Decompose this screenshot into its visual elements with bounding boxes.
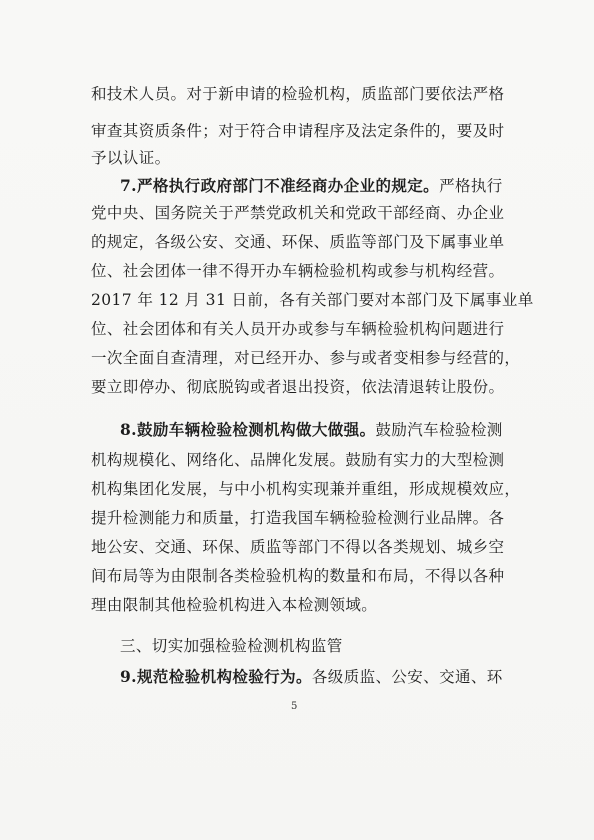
body-line [91, 450, 504, 470]
line-text: 位、社会团体一律不得开办车辆检验机构或参与机构经营。 [91, 262, 505, 280]
body-line [91, 537, 504, 557]
line-text: 地公安、交通、环保、质监等部门不得以各类规划、城乡空 [91, 538, 505, 556]
section-8-first-line [120, 420, 503, 440]
line-text: 提升检测能力和质量，打造我国车辆检验检测行业品牌。各 [91, 509, 505, 527]
line-text: 的规定，各级公安、交通、环保、质监等部门及下属事业单 [91, 233, 505, 251]
body-line [91, 121, 504, 141]
body-line [91, 148, 171, 168]
section-7-first-line [120, 176, 503, 196]
line-text: 理由限制其他检验机构进入本检测领域。 [91, 596, 378, 614]
line-text: 间布局等为由限制各类检验机构的数量和布局，不得以各种 [91, 567, 505, 585]
body-line [91, 261, 504, 281]
body-line [91, 319, 504, 339]
page-number: 5 [291, 701, 298, 712]
body-line [91, 290, 534, 310]
line-text: 机构规模化、网络化、品牌化发展。鼓励有实力的大型检测 [91, 451, 505, 469]
line-text: 机构集团化发展，与中小机构实现兼并重组，形成规模效应， [91, 480, 521, 498]
line-text: 一次全面自查清理，对已经开办、参与或者变相参与经营的， [91, 349, 521, 367]
line-text: 严格执行 [439, 177, 503, 195]
body-line [91, 479, 520, 499]
body-line [91, 348, 520, 368]
body-line [91, 377, 504, 397]
section-7-title: 7.严格执行政府部门不准经商办企业的规定。 [120, 176, 440, 195]
body-line [91, 84, 504, 104]
line-text: 位、社会团体和有关人员开办或参与车辆检验机构问题进行 [91, 320, 505, 338]
line-text: 鼓励汽车检验检测 [375, 421, 503, 439]
line-text: 各级质监、公安、交通、环 [311, 668, 503, 686]
body-line [91, 508, 504, 528]
line-text: 要立即停办、彻底脱钩或者退出投资，依法清退转让股份。 [91, 378, 505, 396]
section-8-title: 8.鼓励车辆检验检测机构做大做强。 [120, 420, 376, 439]
section-9-title: 9.规范检验机构检验行为。 [120, 667, 312, 686]
line-text: 党中央、国务院关于严禁党政机关和党政干部经商、办企业 [91, 204, 505, 222]
body-line [91, 566, 504, 586]
section-9-first-line [120, 667, 503, 687]
line-text: 予以认证。 [91, 149, 171, 167]
section-heading: 三、切实加强检验检测机构监管 [120, 637, 343, 655]
body-line [91, 203, 504, 223]
body-line [91, 232, 504, 252]
line-text: 2017 年 12 月 31 日前，各有关部门要对本部门及下属事业单 [91, 291, 534, 309]
body-line [91, 595, 377, 615]
line-text: 审查其资质条件；对于符合申请程序及法定条件的，要及时 [91, 122, 505, 140]
line-text: 和技术人员。对于新申请的检验机构，质监部门要依法严格 [91, 85, 505, 103]
